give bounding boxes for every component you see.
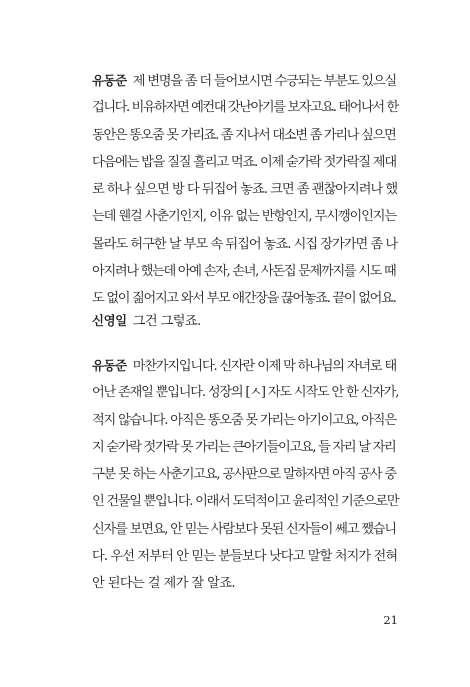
text-line: 아지려나 했는데 아예 손자, 손녀, 사돈집 문제까지를 시도 때 — [92, 264, 396, 280]
text-line: 다. 우선 저부터 안 믿는 분들보다 낫다고 말할 처지가 전혀 — [92, 549, 398, 565]
paragraph-yoo-dongjun-1 — [92, 67, 398, 313]
text-line: 는데 웬걸 사춘기인지, 이유 없는 반항인지, 무시깽이인지는 — [92, 209, 397, 225]
text-line: 인 건물일 뿐입니다. 이래서 도덕적이고 윤리적인 기준으로만 — [92, 494, 399, 510]
text-line: 다음에는 밥을 질질 흘리고 먹죠. 이제 숟가락 젓가락질 제대 — [92, 154, 396, 170]
text-line: 구분 못 하는 사춘기고요, 공사판으로 말하자면 아직 공사 중 — [92, 467, 396, 483]
line-text: 제 변명을 좀 더 들어보시면 수긍되는 부분도 있으실 — [132, 74, 396, 89]
speaker-name: 유동준 — [92, 73, 127, 88]
paragraph-shin-youngil — [92, 307, 398, 334]
text-line — [92, 307, 398, 334]
text-line — [92, 67, 398, 94]
line-text: 마찬가지입니다. 신자란 이제 막 하나님의 자녀로 태 — [132, 359, 396, 374]
text-line — [92, 352, 398, 379]
text-line: 몰라도 허구한 날 부모 속 뒤집어 놓죠. 시집 장가가면 좀 나 — [92, 236, 398, 252]
text-line: 도 없이 짊어지고 와서 부모 애간장을 끊어놓죠. 끝이 없어요. — [92, 291, 396, 307]
text-line: 적지 않습니다. 아직은 똥오줌 못 가리는 아기이고요, 아직은 — [92, 412, 396, 428]
speaker-name: 신영일 — [92, 313, 127, 328]
page-number: 21 — [383, 613, 398, 627]
line-text: 그건 그렇죠. — [132, 314, 201, 329]
text-line: 어난 존재일 뿐입니다. 성장의 [ㅅ] 자도 시작도 안 한 신자가, — [92, 385, 399, 401]
text-line: 동안은 똥오줌 못 가리죠. 좀 지나서 대소변 좀 가리나 싶으면 — [92, 127, 396, 143]
text-line: 신자를 보면요, 안 믿는 사람보다 못된 신자들이 쎄고 쨌습니 — [92, 521, 396, 537]
paragraph-yoo-dongjun-2 — [92, 352, 398, 598]
text-line: 지 숟가락 젓가락 못 가리는 큰아기들이고요, 들 자리 날 자리 — [92, 439, 396, 455]
text-line: 로 하나 싶으면 방 다 뒤집어 놓죠. 크면 좀 괜찮아지려나 했 — [92, 182, 398, 198]
text-line: 겁니다. 비유하자면 예컨대 갓난아기를 보자고요. 태어나서 한 — [92, 100, 398, 116]
text-line: 안 된다는 걸 제가 잘 알죠. — [92, 576, 235, 592]
speaker-name: 유동준 — [92, 358, 127, 373]
